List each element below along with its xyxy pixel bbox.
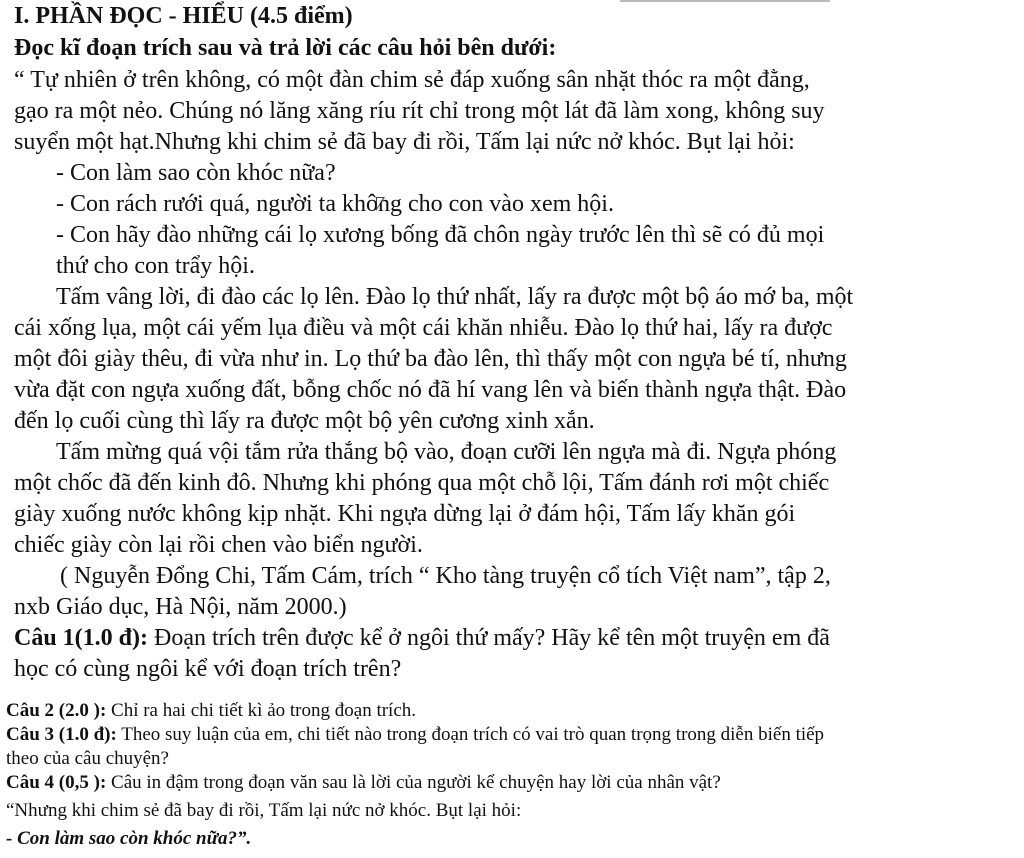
question-text: Theo suy luận của em, chi tiết nào trong đoạn trích có vai trò quan trọng trong diễn biến tiếp	[116, 724, 825, 745]
question-label: Câu 3 (1.0 đ):	[6, 724, 117, 745]
passage-line: - Con hãy đào những cái lọ xương bống đã chôn ngày trước lên thì sẽ có đủ mọi	[56, 222, 825, 248]
question-2	[6, 699, 416, 722]
question-label: Câu 2 (2.0 ):	[6, 700, 107, 721]
passage-line: - Con rách rưới quá, người ta không cho con vào xem hội.	[56, 191, 614, 217]
quote-bold-line: - Con làm sao còn khóc nữa?”.	[6, 828, 252, 849]
instruction: Đọc kĩ đoạn trích sau và trả lời các câu hỏi bên dưới:	[14, 35, 557, 61]
mouse-cursor-icon	[376, 197, 385, 211]
source-citation: nxb Giáo dục, Hà Nội, năm 2000.)	[14, 594, 347, 620]
top-rule	[620, 0, 830, 2]
passage-line: suyển một hạt.Nhưng khi chim sẻ đã bay đi rồi, Tấm lại nức nở khóc. Bụt lại hỏi:	[14, 129, 795, 155]
passage-line: thứ cho con trẩy hội.	[56, 253, 255, 279]
passage-line: chiếc giày còn lại rồi chen vào biển người.	[14, 532, 423, 558]
question-3	[6, 723, 824, 746]
source-citation: ( Nguyễn Đổng Chi, Tấm Cám, trích “ Kho tàng truyện cổ tích Việt nam”, tập 2,	[60, 563, 831, 589]
passage-line: đến lọ cuối cùng thì lấy ra được một bộ yên cương xinh xắn.	[14, 408, 595, 434]
passage-line: - Con làm sao còn khóc nữa?	[56, 160, 336, 186]
passage-line: vừa đặt con ngựa xuống đất, bỗng chốc nó đã hí vang lên và biến thành ngựa thật. Đào	[14, 377, 847, 403]
passage-line: Tấm mừng quá vội tắm rửa thắng bộ vào, đoạn cưỡi lên ngựa mà đi. Ngựa phóng	[56, 439, 837, 465]
question-label: Câu 1(1.0 đ):	[14, 625, 149, 651]
question-4	[6, 771, 721, 794]
question-label: Câu 4 (0,5 ):	[6, 772, 107, 793]
question-1-cont: học có cùng ngôi kể với đoạn trích trên?	[14, 656, 402, 682]
quote-line: “Nhưng khi chim sẻ đã bay đi rồi, Tấm lại nức nở khóc. Bụt lại hỏi:	[6, 800, 522, 821]
passage-line: giày xuống nước không kịp nhặt. Khi ngựa dừng lại ở đám hội, Tấm lấy khăn gói	[14, 501, 796, 527]
passage-line: cái xống lụa, một cái yếm lụa điều và một cái khăn nhiễu. Đào lọ thứ hai, lấy ra được	[14, 315, 833, 341]
passage-line: “ Tự nhiên ở trên không, có một đàn chim sẻ đáp xuống sân nhặt thóc ra một đằng,	[14, 67, 810, 93]
question-text: Đoạn trích trên được kể ở ngôi thứ mấy? Hãy kể tên một truyện em đã	[148, 625, 830, 651]
question-3-cont: theo của câu chuyện?	[6, 748, 169, 769]
question-text: Câu in đậm trong đoạn văn sau là lời của người kể chuyện hay lời của nhân vật?	[106, 772, 721, 793]
passage-line: gạo ra một nẻo. Chúng nó lăng xăng ríu rít chỉ trong một lát đã làm xong, không suy	[14, 98, 825, 124]
passage-line: một đôi giày thêu, đi vừa như in. Lọ thứ ba đào lên, thì thấy một con ngựa bé tí, nhưng	[14, 346, 847, 372]
passage-line: một chốc đã đến kinh đô. Nhưng khi phóng qua một chỗ lội, Tấm đánh rơi một chiếc	[14, 470, 830, 496]
passage-line: Tấm vâng lời, đi đào các lọ lên. Đào lọ thứ nhất, lấy ra được một bộ áo mớ ba, một	[56, 284, 854, 310]
question-text: Chỉ ra hai chi tiết kì ảo trong đoạn trích.	[106, 700, 417, 721]
section-title: I. PHẦN ĐỌC - HIỂU (4.5 điểm)	[14, 3, 353, 29]
question-1	[14, 624, 830, 653]
